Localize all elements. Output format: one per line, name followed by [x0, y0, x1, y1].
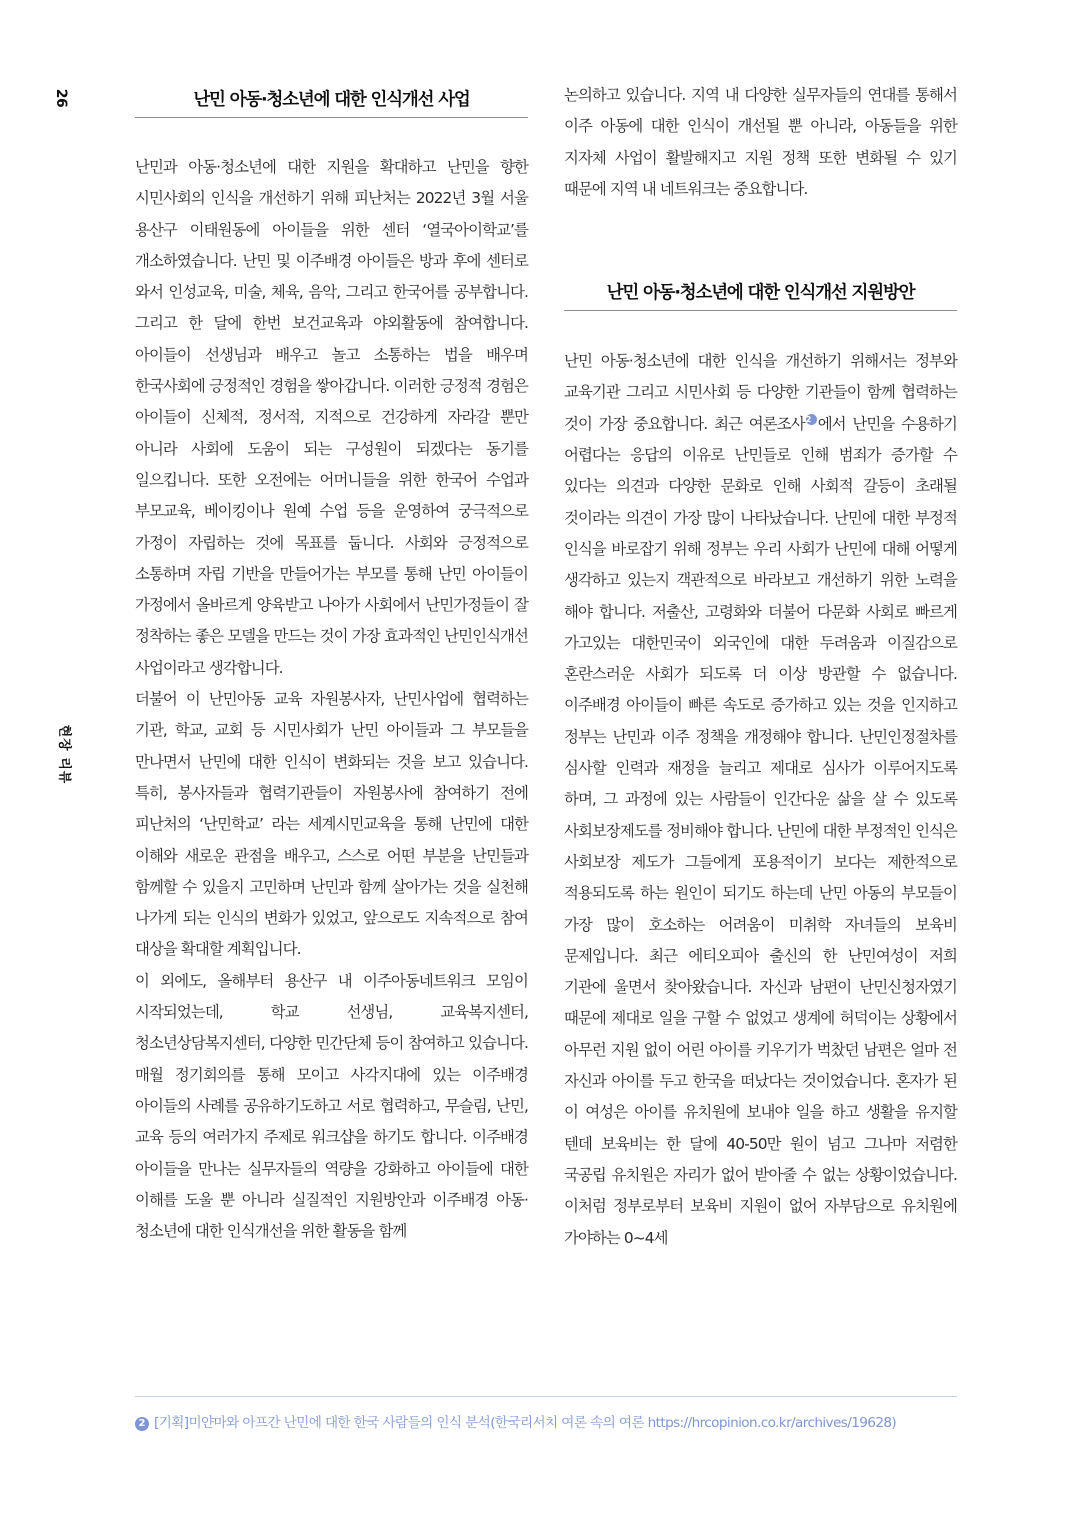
page-number: 26 — [53, 88, 70, 108]
footnote — [135, 1411, 965, 1431]
paragraph-text: 난민 아동·청소년에 대한 인식을 개선하기 위해서는 정부와 교육기관 그리고 시민사회 등 다양한 기관들이 함께 협력하는 것이 가장 중요합니다. 최근 여론조사 — [564, 352, 957, 433]
paragraph: 난민과 아동·청소년에 대한 지원을 확대하고 난민을 향한 시민사회의 인식을 개선하기 위해 피난처는 2022년 3월 서울 용산구 이태원동에 아이들을 위한 센터 ‘열국아이학교’를 개소하였습니다. 난민 및 이주배경 아이들은 방과 후에 센터로 와서 인성교육, 미술, 체육, 음악, 그리고 한국어를 공부합니다. 그리고 한 달에 한번 보건교육과 야외활동에 참여합니다. 아이들이 선생님과 배우고 놀고 소통하는 법을 배우며 한국사회에 긍정적인 경험을 쌓아갑니다. 이러한 긍정적 경험은 아이들이 신체적, 정서적, 지적으로 건강하게 자라갈 뿐만 아니라 사회에 도움이 되는 구성원이 되겠다는 동기를 일으킵니다. 또한 오전에는 어머니들을 위한 한국어 수업과 부모교육, 베이킹이나 원예 수업 등을 운영하여 궁극적으로 가정이 자립하는 것에 목표를 둡니다. 사회와 긍정적으로 소통하며 자립 기반을 만들어가는 부모를 통해 난민 아이들이 가정에서 올바르게 양육받고 나아가 사회에서 난민가정들이 잘 정착하는 좋은 모델을 만드는 것이 가장 효과적인 난민인식개선 사업이라고 생각합니다. — [135, 158, 528, 677]
section-label: 현장 리뷰 — [56, 724, 72, 785]
article-body-continuation — [564, 80, 957, 205]
left-column — [135, 80, 528, 1247]
footnote-divider — [135, 1396, 957, 1397]
footnote-number-icon: 2 — [135, 1417, 149, 1431]
section-heading: 난민 아동·청소년에 대한 인식개선 사업 — [135, 86, 528, 118]
article-body — [564, 346, 957, 1254]
footnote-marker[interactable]: 2 — [806, 414, 817, 425]
paragraph — [564, 346, 957, 1254]
section-heading: 난민 아동·청소년에 대한 인식개선 지원방안 — [564, 279, 957, 311]
paragraph: 더불어 이 난민아동 교육 자원봉사자, 난민사업에 협력하는 기관, 학교, 교회 등 시민사회가 난민 아이들과 그 부모들을 만나면서 난민에 대한 인식이 변화되는 것을 보고 있습니다. 특히, 봉사자들과 협력기관들이 자원봉사에 참여하기 전에 피난처의 ‘난민학교’ 라는 세계시민교육을 통해 난민에 대한 이해와 새로운 관점을 배우고, 스스로 어떤 부분을 난민들과 함께할 수 있을지 고민하며 난민과 함께 살아가는 것을 실천해 나가게 되는 인식의 변화가 있었고, 앞으로도 지속적으로 참여 대상을 확대할 계획입니다. — [135, 690, 528, 959]
paragraph: 이 외에도, 올해부터 용산구 내 이주아동네트워크 모임이 시작되었는데, 학교 선생님, 교육복지센터, 청소년상담복지센터, 다양한 민간단체 등이 참여하고 있습니다. 매월 정기회의를 통해 모이고 사각지대에 있는 이주배경 아이들의 사례를 공유하기도하고 서로 협력하고, 무슬림, 난민, 교육 등의 여러가지 주제로 워크샵을 하기도 합니다. 이주배경 아이들을 만나는 실무자들의 역량을 강화하고 아이들에 대한 이해를 도울 뿐 아니라 실질적인 지원방안과 이주배경 아동·청소년에 대한 인식개선을 위한 활동을 함께 — [135, 971, 528, 1241]
article-body — [135, 152, 528, 1247]
paragraph: 논의하고 있습니다. 지역 내 다양한 실무자들의 연대를 통해서 이주 아동에 대한 인식이 개선될 뿐 아니라, 아동들을 위한 지자체 사업이 활발해지고 지원 정책 또한 변화될 수 있기 때문에 지역 내 네트워크는 중요합니다. — [564, 86, 957, 198]
right-column — [564, 80, 957, 1254]
paragraph-text: 에서 난민을 수용하기 어렵다는 응답의 이유로 난민들로 인해 범죄가 증가할 수 있다는 의견과 다양한 문화로 인해 사회적 갈등이 초래될 것이라는 의견이 가장 많이 나타났습니다. 난민에 대한 부정적 인식을 바로잡기 위해 정부는 우리 사회가 난민에 대해 어떻게 생각하고 있는지 객관적으로 바라보고 개선하기 위한 노력을 해야 합니다. 저출산, 고령화와 더불어 다문화 사회로 빠르게 가고있는 대한민국이 외국인에 대한 두려움과 이질감으로 혼란스러운 사회가 되도록 더 이상 방관할 수 없습니다. 이주배경 아이들이 빠른 속도로 증가하고 있는 것을 인지하고 정부는 난민과 이주 정책을 개정해야 합니다. 난민인정절차를 심사할 인력과 재정을 늘리고 제대로 심사가 이루어지도록 하며, 그 과정에 있는 사람들이 인간다운 삶을 살 수 있도록 사회보장제도를 정비해야 합니다. 난민에 대한 부정적인 인식은 사회보장 제도가 그들에게 포용적이기 보다는 제한적으로 적용되도록 하는 원인이 되기도 하는데 난민 아동의 부모들이 가장 많이 호소하는 어려움이 미취학 자녀들의 보육비 문제입니다. 최근 에티오피아 출신의 한 난민여성이 저희 기관에 울면서 찾아왔습니다. 자신과 남편이 난민신청자였기 때문에 제대로 일을 구할 수 없었고 생계에 허덕이는 상황에서 아무런 지원 없이 어린 아이를 키우기가 벅찼던 남편은 얼마 전 자신과 아이를 두고 한국을 떠났다는 것이었습니다. 혼자가 된 이 여성은 아이를 유치원에 보내야 일을 하고 생활을 유지할 텐데 보육비는 한 달에 40-50만 원이 넘고 그나마 저렴한 국공립 유치원은 자리가 없어 받아줄 수 없는 상황이었습니다. 이처럼 정부로부터 보육비 지원이 없어 자부담으로 유치원에 가야하는 0~4세 — [564, 414, 957, 1247]
footnote-text: [기획]미얀마와 아프간 난민에 대한 한국 사람들의 인식 분석(한국리서치 여론 속의 여론 https://hrcopinion.co.kr/archives/19628) — [154, 1415, 897, 1431]
